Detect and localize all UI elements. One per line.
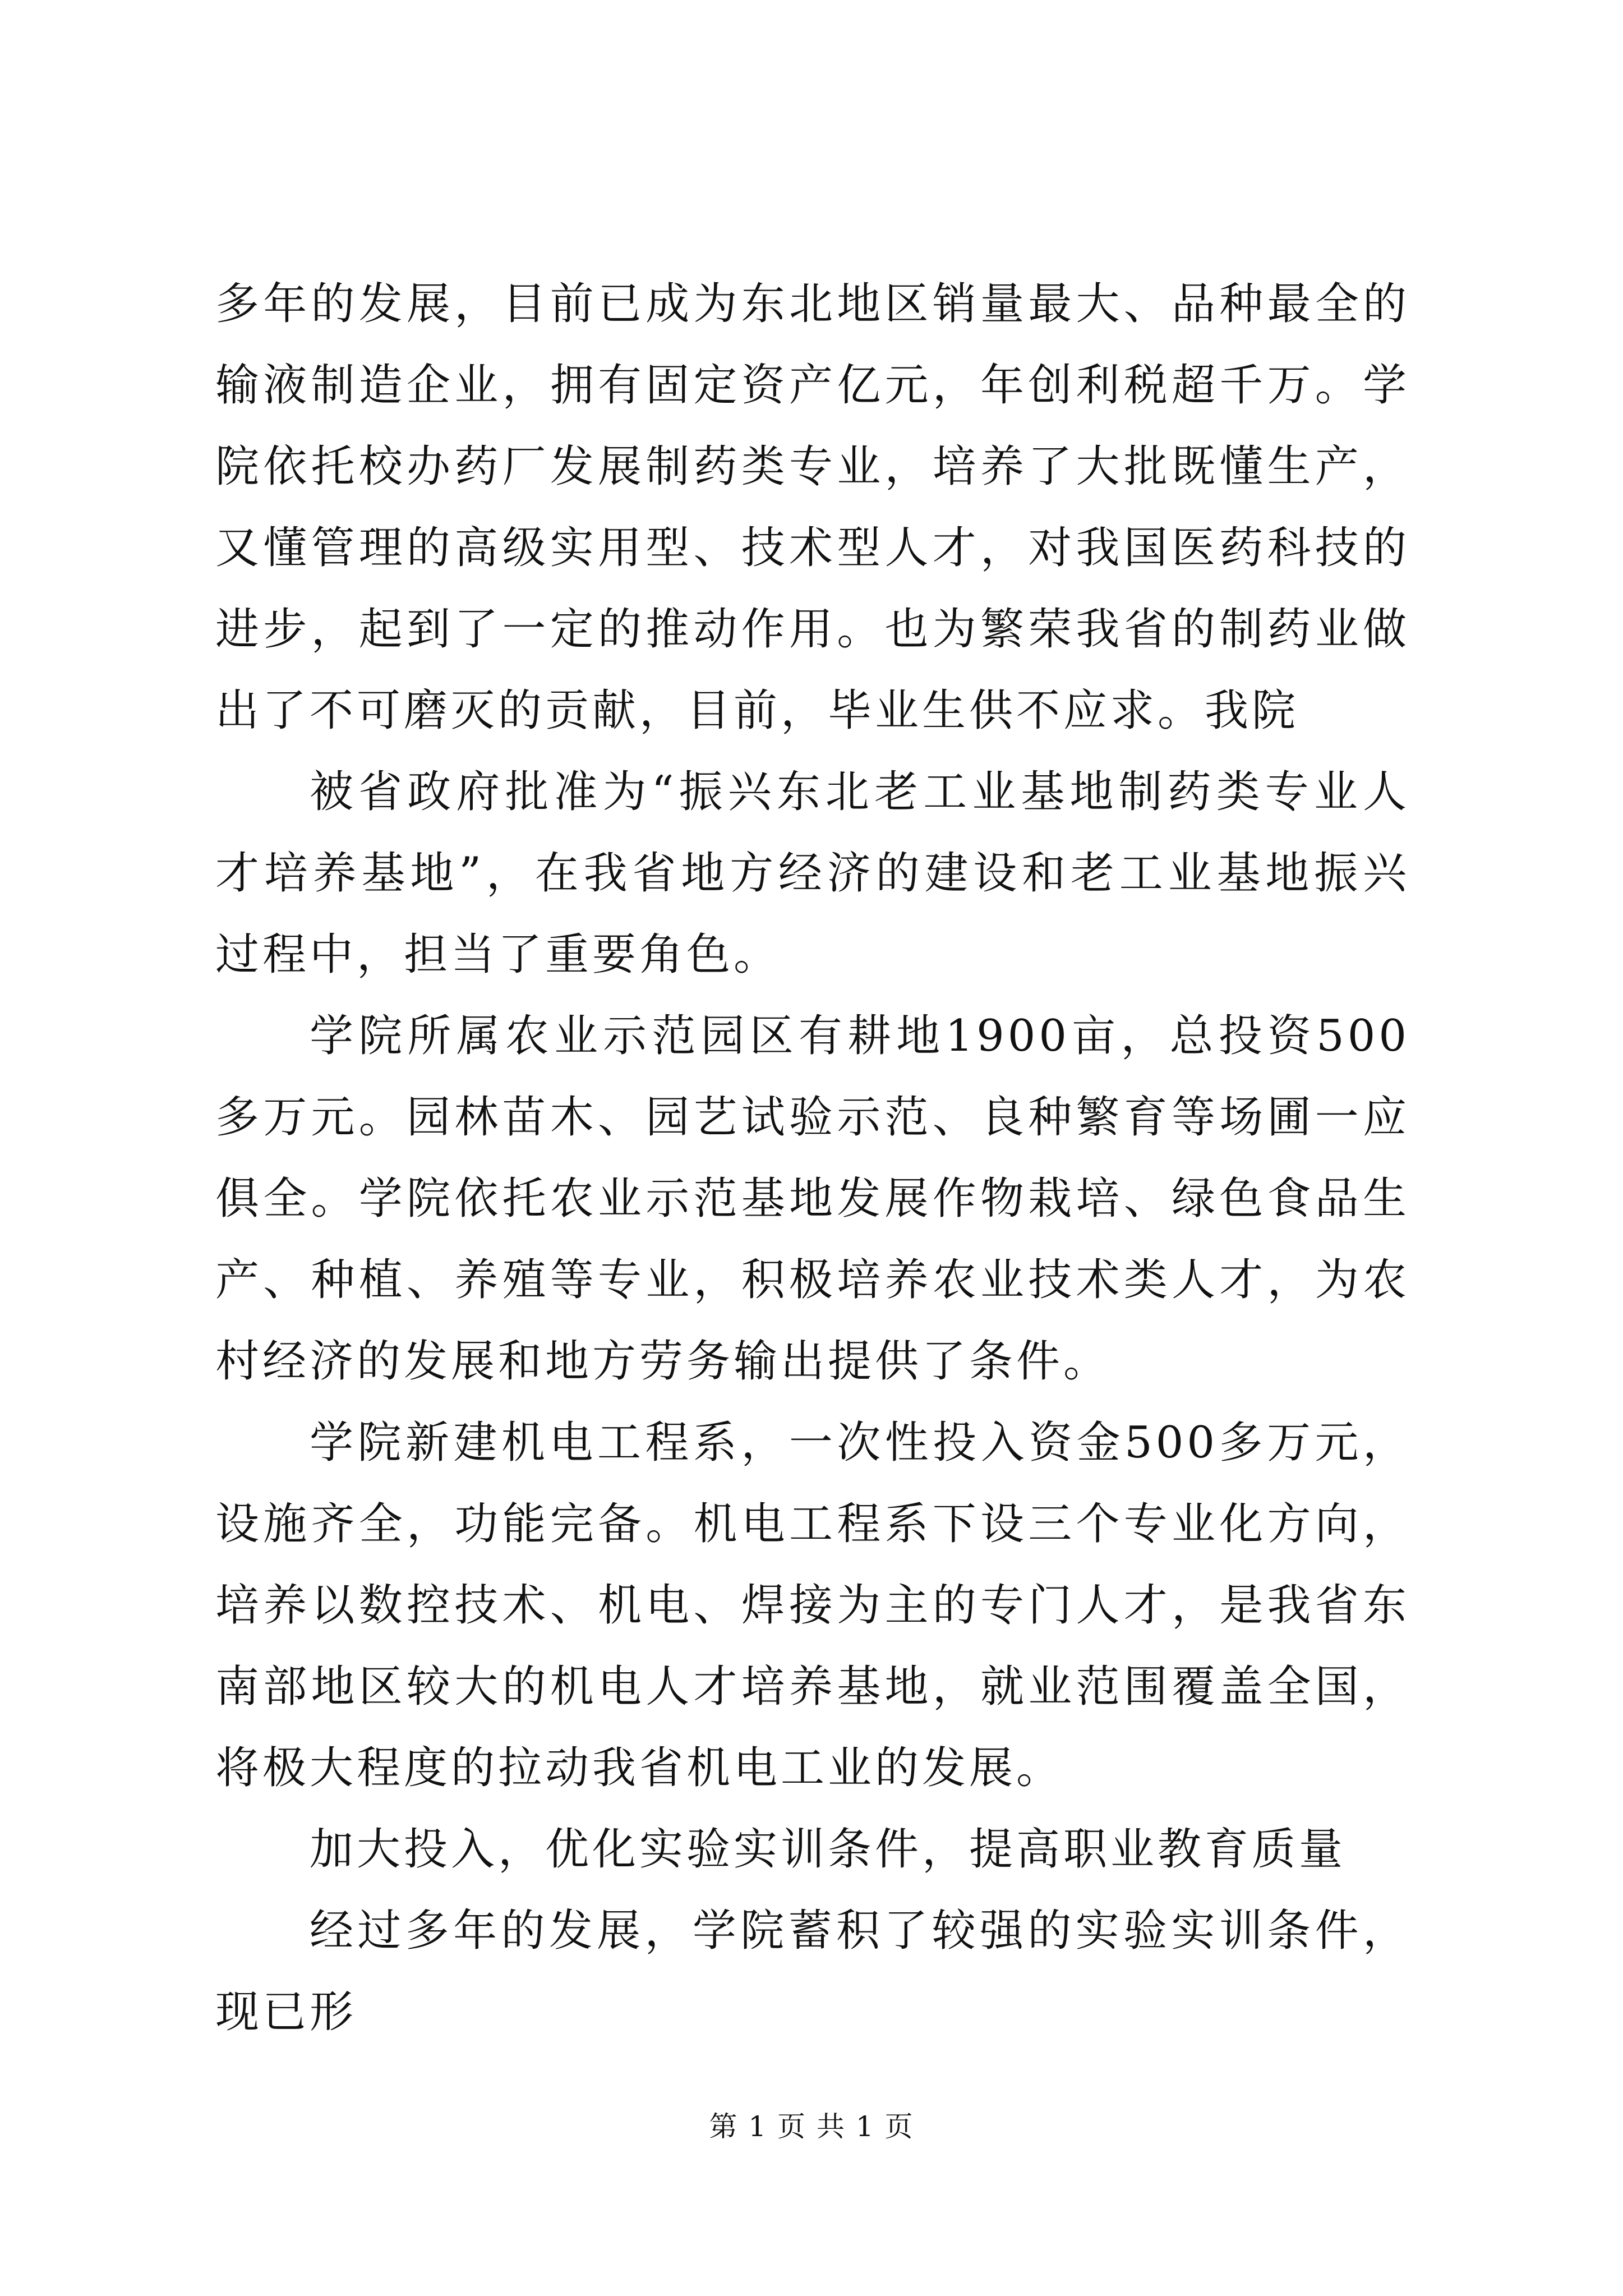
- paragraph-1: 多年的发展，目前已成为东北地区销量最大、品种最全的输液制造企业，拥有固定资产亿元，年创利税超千万。学院依托校办药厂发展制药类专业，培养了大批既懂生产，又懂管理的高级实用型、技术型人才，对我国医药科技的进步，起到了一定的推动作用。也为繁荣我省的制药业做出了不可磨灭的贡献，目前，毕业生供不应求。我院: [215, 279, 1410, 736]
- section-heading: 加大投入，优化实验实训条件，提高职业教育质量: [310, 1824, 1347, 1875]
- document-body: [215, 264, 1410, 2053]
- paragraph-3: 学院所属农业示范园区有耕地1900亩，总投资500多万元。园林苗木、园艺试验示范、良种繁育等场圃一应俱全。学院依托农业示范基地发展作物栽培、绿色食品生产、种植、养殖等专业，积极培养农业技术类人才，为农村经济的发展和地方劳务输出提供了条件。: [215, 1011, 1410, 1387]
- paragraph-6: 经过多年的发展，学院蓄积了较强的实验实训条件，现已形: [215, 1906, 1410, 2037]
- paragraph-4: 学院新建机电工程系，一次性投入资金500多万元，设施齐全，功能完备。机电工程系下设三个专业化方向，培养以数控技术、机电、焊接为主的专门人才，是我省东南部地区较大的机电人才培养基地，就业范围覆盖全国，将极大程度的拉动我省机电工业的发展。: [215, 1418, 1410, 1793]
- paragraph-2: 被省政府批准为“振兴东北老工业基地制药类专业人才培养基地”，在我省地方经济的建设和老工业基地振兴过程中，担当了重要角色。: [215, 767, 1410, 980]
- page-number-footer: 第 1 页 共 1 页: [709, 2110, 914, 2143]
